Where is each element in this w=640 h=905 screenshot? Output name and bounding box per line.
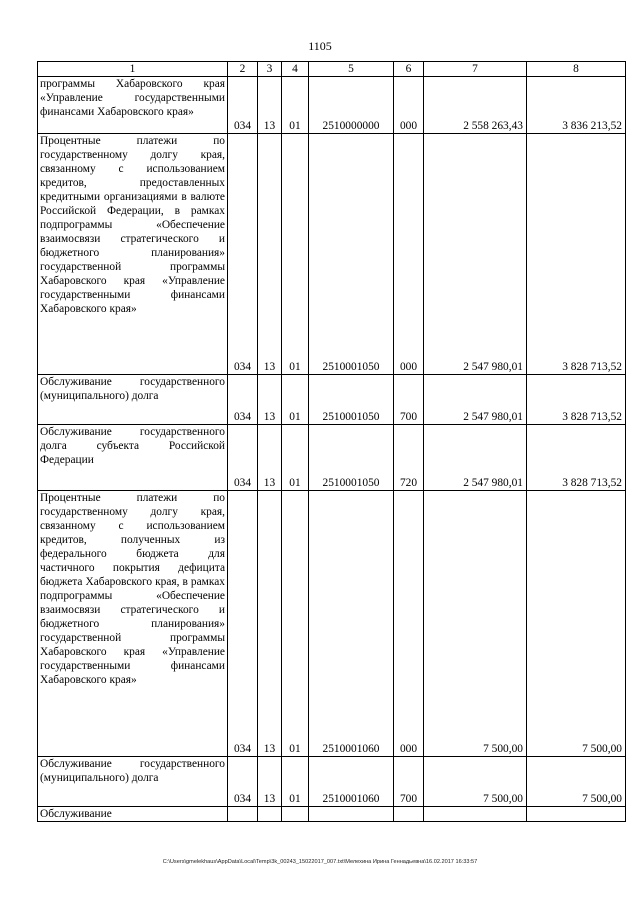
column-header: 3	[258, 62, 282, 77]
table-row	[38, 757, 626, 807]
cell-subsection	[282, 807, 309, 822]
cell-section: 13	[258, 491, 282, 757]
column-header: 4	[282, 62, 309, 77]
cell-amount-1	[424, 807, 527, 822]
cell-section: 13	[258, 77, 282, 134]
row-name: Процентные платежи по государственному долгу края, связанному с использованием кредитов, предоставленных кредитными организациями в валюте Российской Федерации, в рамках подпрограммы «Обеспечение взаимосвязи стратегического и бюджетного планирования» государственной программы Хабаровского края «Управление государственными финансами Хабаровского края»	[38, 134, 228, 375]
file-path-footer: C:\Users\gmelekhaus\AppData\Local\Temp\3k_00243_15022017_007.txt\Мелехина Ирина Геннадьевна\16.02.2017 16:33:57	[162, 859, 478, 865]
row-name: Обслуживание государственного долга субъекта Российской Федерации	[38, 425, 228, 491]
cell-subsection: 01	[282, 757, 309, 807]
column-header: 8	[527, 62, 626, 77]
row-name: Обслуживание государственного (муниципального) долга	[38, 757, 228, 807]
cell-expense-type: 700	[394, 757, 424, 807]
table-header-row	[38, 62, 626, 77]
budget-table	[37, 61, 626, 822]
cell-subsection: 01	[282, 375, 309, 425]
cell-target-article: 2510001060	[309, 757, 394, 807]
row-name: Обслуживание государственного (муниципального) долга	[38, 375, 228, 425]
table-row	[38, 491, 626, 757]
column-header: 6	[394, 62, 424, 77]
column-header: 1	[38, 62, 228, 77]
cell-amount-2: 7 500,00	[527, 491, 626, 757]
cell-amount-2: 3 828 713,52	[527, 425, 626, 491]
cell-target-article: 2510001050	[309, 134, 394, 375]
cell-subsection: 01	[282, 77, 309, 134]
row-name: программы Хабаровского края «Управление государственными финансами Хабаровского края»	[38, 77, 228, 134]
page-number: 1105	[308, 39, 332, 53]
cell-admin-code	[228, 807, 258, 822]
cell-amount-1: 7 500,00	[424, 757, 527, 807]
table-row	[38, 425, 626, 491]
cell-amount-2	[527, 807, 626, 822]
cell-section	[258, 807, 282, 822]
column-header: 5	[309, 62, 394, 77]
cell-expense-type: 000	[394, 134, 424, 375]
cell-amount-1: 7 500,00	[424, 491, 527, 757]
cell-section: 13	[258, 375, 282, 425]
cell-target-article: 2510001050	[309, 375, 394, 425]
cell-amount-2: 3 828 713,52	[527, 375, 626, 425]
cell-target-article: 2510001050	[309, 425, 394, 491]
cell-target-article: 2510001060	[309, 491, 394, 757]
row-name: Обслуживание	[38, 807, 228, 822]
cell-admin-code: 034	[228, 77, 258, 134]
column-header: 2	[228, 62, 258, 77]
cell-admin-code: 034	[228, 375, 258, 425]
cell-expense-type: 720	[394, 425, 424, 491]
cell-amount-2: 3 836 213,52	[527, 77, 626, 134]
cell-admin-code: 034	[228, 425, 258, 491]
table-row	[38, 375, 626, 425]
cell-subsection: 01	[282, 134, 309, 375]
cell-admin-code: 034	[228, 757, 258, 807]
cell-expense-type: 700	[394, 375, 424, 425]
table-row	[38, 807, 626, 822]
cell-expense-type	[394, 807, 424, 822]
cell-section: 13	[258, 757, 282, 807]
cell-section: 13	[258, 134, 282, 375]
cell-amount-1: 2 558 263,43	[424, 77, 527, 134]
table-row	[38, 134, 626, 375]
cell-amount-2: 7 500,00	[527, 757, 626, 807]
cell-amount-2: 3 828 713,52	[527, 134, 626, 375]
cell-subsection: 01	[282, 425, 309, 491]
cell-section: 13	[258, 425, 282, 491]
column-header: 7	[424, 62, 527, 77]
cell-admin-code: 034	[228, 134, 258, 375]
cell-target-article	[309, 807, 394, 822]
cell-admin-code: 034	[228, 491, 258, 757]
table-row	[38, 77, 626, 134]
cell-expense-type: 000	[394, 491, 424, 757]
cell-amount-1: 2 547 980,01	[424, 134, 527, 375]
row-name: Процентные платежи по государственному долгу края, связанному с использованием кредитов, полученных из федерального бюджета для частичного покрытия дефицита бюджета Хабаровского края, в рамках подпрограммы «Обеспечение взаимосвязи стратегического и бюджетного планирования» государственной программы Хабаровского края «Управление государственными финансами Хабаровского края»	[38, 491, 228, 757]
cell-expense-type: 000	[394, 77, 424, 134]
cell-subsection: 01	[282, 491, 309, 757]
cell-target-article: 2510000000	[309, 77, 394, 134]
cell-amount-1: 2 547 980,01	[424, 375, 527, 425]
cell-amount-1: 2 547 980,01	[424, 425, 527, 491]
